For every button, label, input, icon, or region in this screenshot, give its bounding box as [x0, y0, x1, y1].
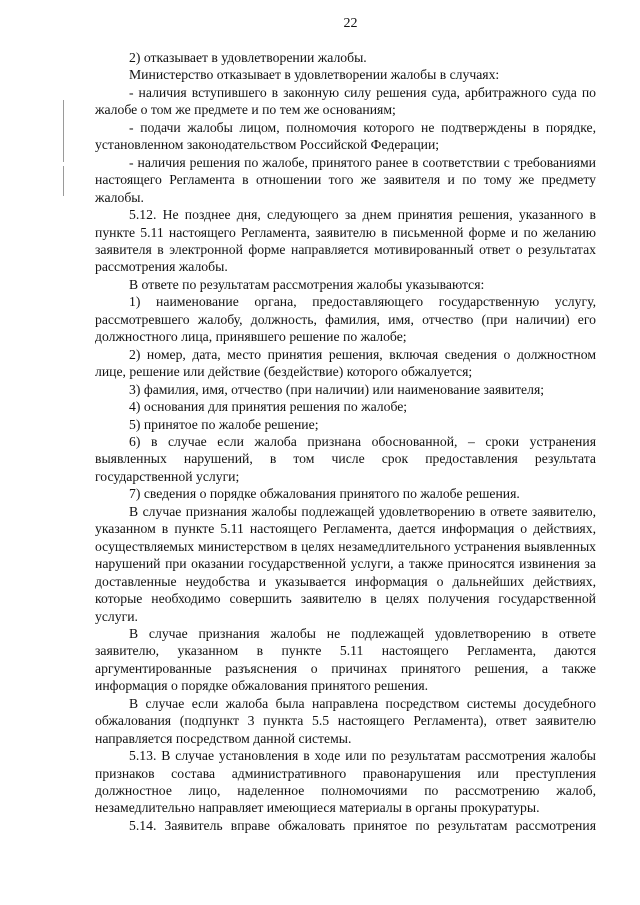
- paragraph: - подачи жалобы лицом, полномочия которого не подтверждены в порядке, установленном законодательством Российской Федерации;: [95, 119, 596, 153]
- paragraph: - наличия решения по жалобе, принятого ранее в соответствии с требованиями настоящего Регламента в отношении того же заявителя и по тому же предмету жалобы.: [95, 154, 596, 205]
- paragraph: 6) в случае если жалоба признана обоснованной, – сроки устранения выявленных нарушений, в том числе срок предоставления результата государственной услуги;: [95, 433, 596, 484]
- paragraph: 4) основания для принятия решения по жалобе;: [129, 399, 408, 415]
- paragraph: В случае признания жалобы подлежащей удовлетворению в ответе заявителю, указанном в пункте 5.11 настоящего Регламента, дается информация о действиях, осуществляемых министерством в целях незамедлительного устранения выявленных нарушений при оказании государственной услуги, а также приносятся извинения за доставленные неудобства и указывается информация о дальнейших действиях, которые необходимо совершить заявителю в целях получения государственной услуги.: [95, 503, 596, 624]
- paragraph: 3) фамилия, имя, отчество (при наличии) или наименование заявителя;: [129, 381, 545, 397]
- paragraph: 7) сведения о порядке обжалования принятого по жалобе решения.: [129, 486, 520, 502]
- margin-mark: [63, 100, 64, 162]
- paragraph: 2) отказывает в удовлетворении жалобы.: [129, 50, 367, 65]
- paragraph: 5.12. Не позднее дня, следующего за днем принятия решения, указанного в пункте 5.11 настоящего Регламента, заявителю в письменной форме и по желанию заявителя в электронной форме направляется мотивированный ответ о результатах рассмотрения жалобы.: [95, 207, 596, 275]
- paragraph: Министерство отказывает в удовлетворении жалобы в случаях:: [129, 67, 500, 83]
- paragraph: 2) номер, дата, место принятия решения, включая сведения о должностном лице, решение или действие (бездействие) которого обжалуется;: [95, 346, 596, 380]
- paragraph: В случае признания жалобы не подлежащей удовлетворению в ответе заявителю, указанном в пункте 5.11 настоящего Регламента, даются аргументированные разъяснения о причинах принятого решения, а также информация о порядке обжалования принятого решения.: [95, 625, 596, 694]
- paragraph: 5.13. В случае установления в ходе или по результатам рассмотрения жалобы признаков состава административного правонарушения или преступления должностное лицо, наделенное полномочиями по рассмотрению жалоб, незамедлительно направляет имеющиеся материалы в органы прокуратуры.: [95, 748, 596, 816]
- paragraph: - наличия вступившего в законную силу решения суда, арбитражного суда по жалобе о том же предмете и по тем же основаниям;: [95, 84, 596, 118]
- document-body: [95, 49, 596, 834]
- page-number: 22: [343, 16, 358, 31]
- paragraph: 5) принятое по жалобе решение;: [129, 416, 319, 432]
- margin-mark: [63, 166, 64, 196]
- paragraph: В ответе по результатам рассмотрения жалобы указываются:: [129, 276, 485, 292]
- paragraph: В случае если жалоба была направлена посредством системы досудебного обжалования (подпункт 3 пункта 5.5 настоящего Регламента), ответ заявителю направляется посредством данной системы.: [95, 695, 596, 746]
- paragraph: 5.14. Заявитель вправе обжаловать принятое по результатам рассмотрения: [129, 817, 596, 833]
- paragraph: 1) наименование органа, предоставляющего государственную услугу, рассмотревшего жалобу, должность, фамилия, имя, отчество (при наличии) его должностного лица, принявшего решение по жалобе;: [95, 294, 596, 345]
